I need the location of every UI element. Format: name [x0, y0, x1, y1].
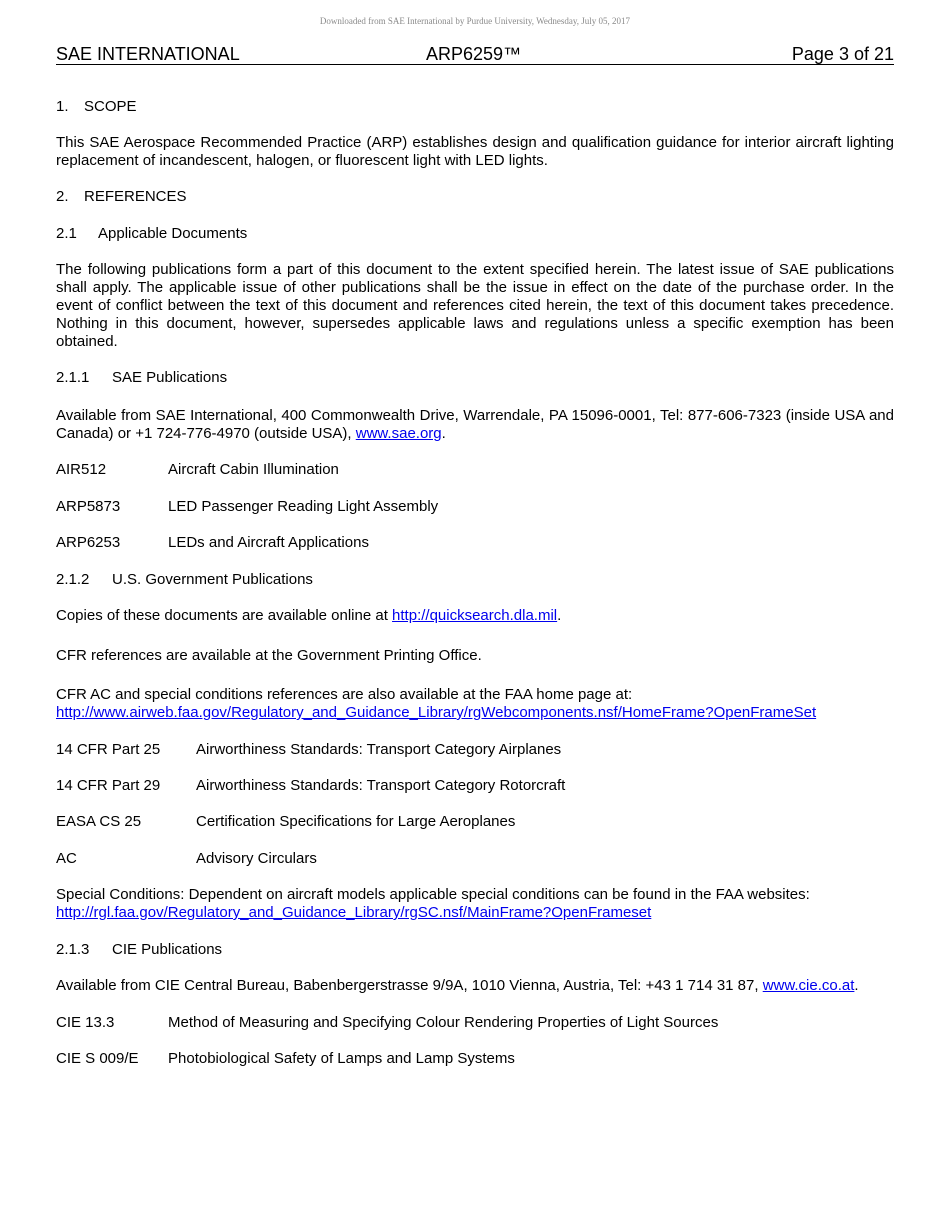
ref-code-arp6253: ARP6253 [56, 534, 121, 551]
sae-availability-text: Available from SAE International, 400 Commonwealth Drive, Warrendale, PA 15096-0001, Tel: 877-606-7323 (inside USA and Canada) or +1 724-776-4970 (outside USA), [56, 407, 894, 442]
section-2-1-1-heading [56, 369, 227, 387]
cie-availability-line [56, 977, 859, 995]
cfr-line: CFR references are available at the Government Printing Office. [56, 647, 482, 664]
ref-title-ac: Advisory Circulars [196, 850, 317, 867]
section-title: REFERENCES [84, 188, 187, 205]
special-conditions-link-line [56, 904, 651, 922]
ref-title-air512: Aircraft Cabin Illumination [168, 461, 339, 478]
ref-title-arp5873: LED Passenger Reading Light Assembly [168, 498, 439, 515]
section-number: 1. [56, 98, 69, 115]
section-2-1-body: The following publications form a part of this document to the extent specified herein. The latest issue of SAE publications shall apply. The applicable issue of other publications shall be the issue in effect on the date of the purchase order. In the event of conflict between the text of this document and references cited herein, the text of this document takes precedence. Nothing in this document, however, supersedes applicable laws and regulations unless a specific exemption has been obtained. [56, 261, 894, 350]
ref-code-air512: AIR512 [56, 461, 107, 478]
faa-line: CFR AC and special conditions references are also available at the FAA home page at: [56, 686, 633, 703]
sae-link[interactable]: www.sae.org [355, 425, 442, 442]
gov-copies-end: . [557, 607, 562, 624]
ref-code-easa-cs25: EASA CS 25 [56, 813, 142, 830]
cie-availability-text: Available from CIE Central Bureau, Babenbergerstrasse 9/9A, 1010 Vienna, Austria, Tel: +43 1 714 31 87, [56, 977, 763, 994]
section-1-body: This SAE Aerospace Recommended Practice (ARP) establishes design and qualification guidance for interior aircraft lighting replacement of incandescent, halogen, or fluorescent light with LED lights. [56, 134, 894, 169]
ref-code-cie-s009: CIE S 009/E [56, 1050, 139, 1067]
section-number: 2.1 [56, 225, 77, 242]
download-notice: Downloaded from SAE International by Purdue University, Wednesday, July 05, 2017 [319, 16, 631, 26]
page-header [56, 44, 894, 65]
section-2-1-1-body [56, 407, 894, 443]
section-title: Applicable Documents [98, 225, 248, 242]
section-2-1-heading [56, 225, 247, 243]
ref-title-cie13: Method of Measuring and Specifying Colour Rendering Properties of Light Sources [168, 1014, 719, 1031]
header-doc-number: ARP6259™ [426, 44, 522, 64]
faa-rgsc-link[interactable]: http://rgl.faa.gov/Regulatory_and_Guidance_Library/rgSC.nsf/MainFrame?OpenFrameset [56, 904, 652, 921]
ref-title-14cfr25: Airworthiness Standards: Transport Category Airplanes [196, 741, 562, 758]
section-title: CIE Publications [112, 941, 223, 958]
special-conditions-text: Special Conditions: Dependent on aircraft models applicable special conditions can be found in the FAA websites: [56, 886, 810, 903]
faa-link-line [56, 704, 816, 722]
gov-copies-line [56, 607, 561, 625]
ref-title-14cfr29: Airworthiness Standards: Transport Category Rotorcraft [196, 777, 566, 794]
quicksearch-link[interactable]: http://quicksearch.dla.mil [392, 607, 558, 624]
ref-code-cie13: CIE 13.3 [56, 1014, 115, 1031]
ref-title-arp6253: LEDs and Aircraft Applications [168, 534, 369, 551]
section-number: 2.1.1 [56, 369, 90, 386]
ref-code-ac: AC [56, 850, 77, 867]
section-2-1-2-heading [56, 571, 313, 589]
cie-link[interactable]: www.cie.co.at [762, 977, 855, 994]
section-number: 2.1.3 [56, 941, 90, 958]
ref-code-14cfr25: 14 CFR Part 25 [56, 741, 161, 758]
ref-code-14cfr29: 14 CFR Part 29 [56, 777, 161, 794]
cie-link-end: . [854, 977, 859, 994]
section-number: 2. [56, 188, 69, 205]
header-page-number: Page 3 of 21 [791, 44, 894, 64]
section-title: SAE Publications [112, 369, 228, 386]
section-title: U.S. Government Publications [112, 571, 313, 588]
section-2-1-3-heading [56, 941, 222, 959]
section-number: 2.1.2 [56, 571, 90, 588]
section-2-heading [56, 188, 187, 206]
header-org: SAE INTERNATIONAL [56, 44, 240, 64]
faa-webcomponents-link[interactable]: http://www.airweb.faa.gov/Regulatory_and_Guidance_Library/rgWebcomponents.nsf/HomeFrame?OpenFrameSet [56, 704, 817, 721]
ref-code-arp5873: ARP5873 [56, 498, 121, 515]
ref-title-easa-cs25: Certification Specifications for Large Aeroplanes [196, 813, 516, 830]
section-title: SCOPE [84, 98, 137, 115]
ref-title-cie-s009: Photobiological Safety of Lamps and Lamp Systems [168, 1050, 515, 1067]
sae-link-end: . [441, 425, 446, 442]
section-1-heading [56, 98, 137, 116]
gov-copies-text: Copies of these documents are available online at [56, 607, 393, 624]
